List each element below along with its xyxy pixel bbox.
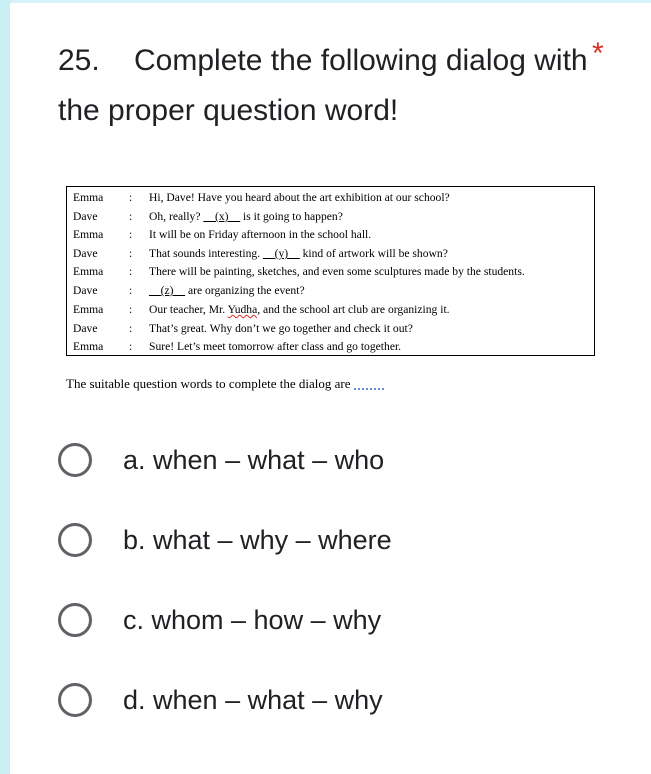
dialog-line-post: kind of artwork will be shown?: [299, 247, 448, 260]
dialog-colon: :: [129, 322, 133, 335]
dialog-colon: :: [129, 284, 133, 297]
dialog-line-post: , and the school art club are organizing it.: [257, 303, 450, 316]
dialog-speaker: Emma: [73, 228, 104, 241]
instruction-text: [66, 376, 384, 392]
dialog-row: [67, 225, 594, 244]
option-label[interactable]: d. when – what – why: [123, 685, 383, 715]
option-a[interactable]: [58, 443, 578, 483]
dialog-speaker: Emma: [73, 265, 104, 278]
dialog-line: That’s great. Why don’t we go together and check it out?: [149, 322, 413, 335]
radio-circle-icon[interactable]: [58, 603, 92, 637]
dialog-row: [67, 300, 594, 319]
blank-y: __(y)__: [263, 247, 300, 260]
required-marker: *: [592, 37, 604, 70]
dialog-line-post: are organizing the event?: [185, 284, 305, 297]
dialog-row: [67, 319, 594, 338]
blank-z: __(z)__: [149, 284, 186, 297]
dialog-line: Hi, Dave! Have you heard about the art exhibition at our school?: [149, 191, 450, 204]
answer-blank-mark: [354, 380, 384, 390]
dialog-row: [67, 188, 594, 207]
dialog-colon: :: [129, 247, 133, 260]
dialog-speaker: Emma: [73, 340, 104, 353]
dialog-colon: :: [129, 265, 133, 278]
dialog-row: [67, 281, 594, 300]
radio-circle-icon[interactable]: [58, 683, 92, 717]
dialog-colon: :: [129, 191, 133, 204]
dialog-row: [67, 337, 594, 356]
dialog-line: [149, 281, 305, 300]
dialog-colon: :: [129, 228, 133, 241]
top-accent-bar: [0, 0, 651, 3]
option-b[interactable]: [58, 523, 578, 563]
dialog-line: [149, 300, 450, 319]
dialog-colon: :: [129, 340, 133, 353]
question-title: [58, 36, 618, 136]
dialog-speaker: Dave: [73, 247, 98, 260]
dialog-row: [67, 207, 594, 226]
dialog-line: [149, 244, 448, 263]
teacher-name: Yudha: [227, 303, 258, 316]
option-label[interactable]: c. whom – how – why: [123, 605, 382, 635]
dialog-line-pre: Our teacher, Mr.: [149, 303, 228, 316]
dialog-line-post: is it going to happen?: [240, 210, 343, 223]
radio-circle-icon[interactable]: [58, 523, 92, 557]
dialog-colon: :: [129, 210, 133, 223]
option-label[interactable]: a. when – what – who: [123, 445, 385, 475]
dialog-colon: :: [129, 303, 133, 316]
option-c[interactable]: [58, 603, 578, 643]
dialog-speaker: Emma: [73, 303, 104, 316]
dialog-line-pre: Oh, really?: [149, 210, 204, 223]
dialog-line: There will be painting, sketches, and even some sculptures made by the students.: [149, 265, 525, 278]
dialog-row: [67, 262, 594, 281]
question-number: 25.: [58, 44, 100, 77]
dialog-row: [67, 244, 594, 263]
instruction-label: The suitable question words to complete the dialog are: [66, 376, 351, 391]
option-label[interactable]: b. what – why – where: [123, 525, 392, 555]
question-text: Complete the following dialog with the proper question word!: [58, 44, 588, 127]
radio-circle-icon[interactable]: [58, 443, 92, 477]
dialog-line: Sure! Let’s meet tomorrow after class and go together.: [149, 340, 402, 353]
dialog-speaker: Emma: [73, 191, 104, 204]
dialog-speaker: Dave: [73, 322, 98, 335]
blank-x: __(x)__: [203, 210, 241, 223]
dialog-speaker: Dave: [73, 210, 98, 223]
dialog-speaker: Dave: [73, 284, 98, 297]
left-accent-bar: [0, 0, 10, 774]
dialog-line-pre: That sounds interesting.: [149, 247, 263, 260]
dialog-line: [149, 207, 343, 226]
dialog-line: It will be on Friday afternoon in the school hall.: [149, 228, 372, 241]
dialog-box: [66, 186, 595, 356]
option-d[interactable]: [58, 683, 578, 723]
